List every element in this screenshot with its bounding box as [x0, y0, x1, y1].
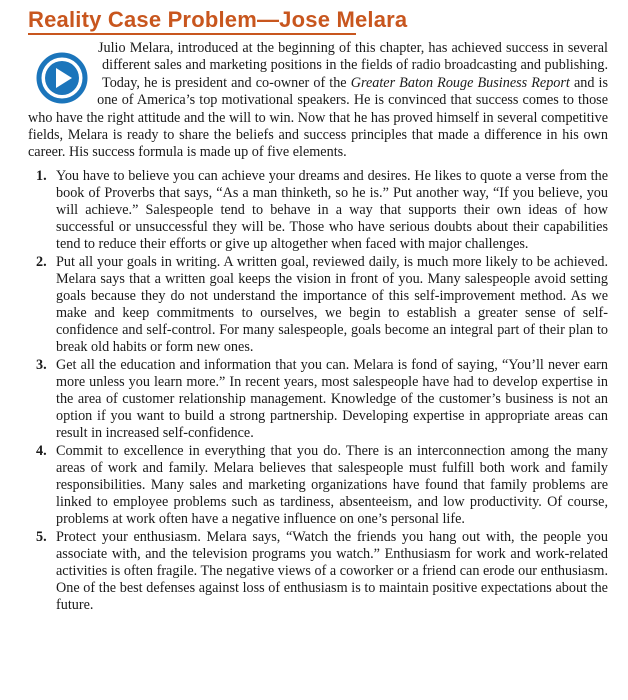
list-item-text: Get all the education and information that you can. Melara is fond of saying, “You’ll never earn more unless you learn more.” In recent years, most salespeople have had to develop expertise in the area of customer relationship management. Knowledge of the customer’s business is not an option if you want to build a strong partnership. Developing expertise in appropriate areas can result in increased self-confidence. [56, 356, 608, 442]
list-item [28, 529, 608, 614]
success-elements-list [28, 168, 608, 614]
intro-text-2: and is one of America’s top motivational speakers. He is convinced that success comes to those who have the right attitude and the will to win. Now that he has proved himself in several competitive fields, Melara is ready to share the beliefs and success principles that made a difference in his own career. His success formula is made up of five elements. [28, 74, 609, 161]
list-item-text: Commit to excellence in everything that you do. There is an interconnection among the many areas of work and family. Melara believes that salespeople must fulfill both work and family responsibilities. Many sales and marketing organizations have found that family problems are linked to employee problems such as tardiness, absenteeism, and low productivity. Of course, problems at work often have a negative influence on one’s personal life. [56, 442, 608, 528]
title-underline [28, 33, 356, 35]
list-item-number: 5. [36, 528, 47, 545]
list-item-text: Protect your enthusiasm. Melara says, “Watch the friends you hang out with, the people you associate with, and the television programs you watch.” Enthusiasm for work and work-related activities is often fragile. The negative views of a coworker or a friend can erode our enthusiasm. One of the best defenses against loss of enthusiasm is to maintain positive expectations about the future. [56, 528, 608, 614]
list-item [28, 357, 608, 442]
list-item-number: 3. [36, 356, 47, 373]
list-item-text: You have to believe you can achieve your dreams and desires. He likes to quote a verse from the book of Proverbs that says, “As a man thinketh, so he is.” Put another way, “If you believe, you will achieve.” Salespeople tend to behave in a way that supports their own ideas of how successful or unsuccessful they will be. Those who have serious doubts about their capabilities tend to reduce their efforts or give up altogether when faced with major challenges. [56, 167, 608, 253]
list-item-number: 2. [36, 253, 47, 270]
list-item [28, 168, 608, 253]
play-icon[interactable] [36, 52, 88, 104]
list-item-number: 1. [36, 167, 47, 184]
list-item [28, 254, 608, 357]
list-item-number: 4. [36, 442, 47, 459]
page-title: Reality Case Problem—Jose Melara [28, 7, 408, 32]
publication-name: Greater Baton Rouge Business Report [350, 74, 570, 91]
intro-text-1: Julio Melara, introduced at the beginning of this chapter, has achieved success in several different sales and marketing positions in the fields of radio broadcasting and publishing. Today, he is president and co-owner of the [98, 40, 608, 91]
list-item [28, 443, 608, 528]
list-item-text: Put all your goals in writing. A written goal, reviewed daily, is much more likely to be achieved. Melara says that a written goal keeps the vision in front of you. Many salespeople avoid setting goals because they do not understand the importance of this self-improvement method. As we make and keep commitments to ourselves, we begin to establish a greater sense of self-confidence and self-control. For many salespeople, goals become an integral part of their plan to break old habits or form new ones. [56, 253, 608, 356]
intro-paragraph [28, 40, 608, 162]
